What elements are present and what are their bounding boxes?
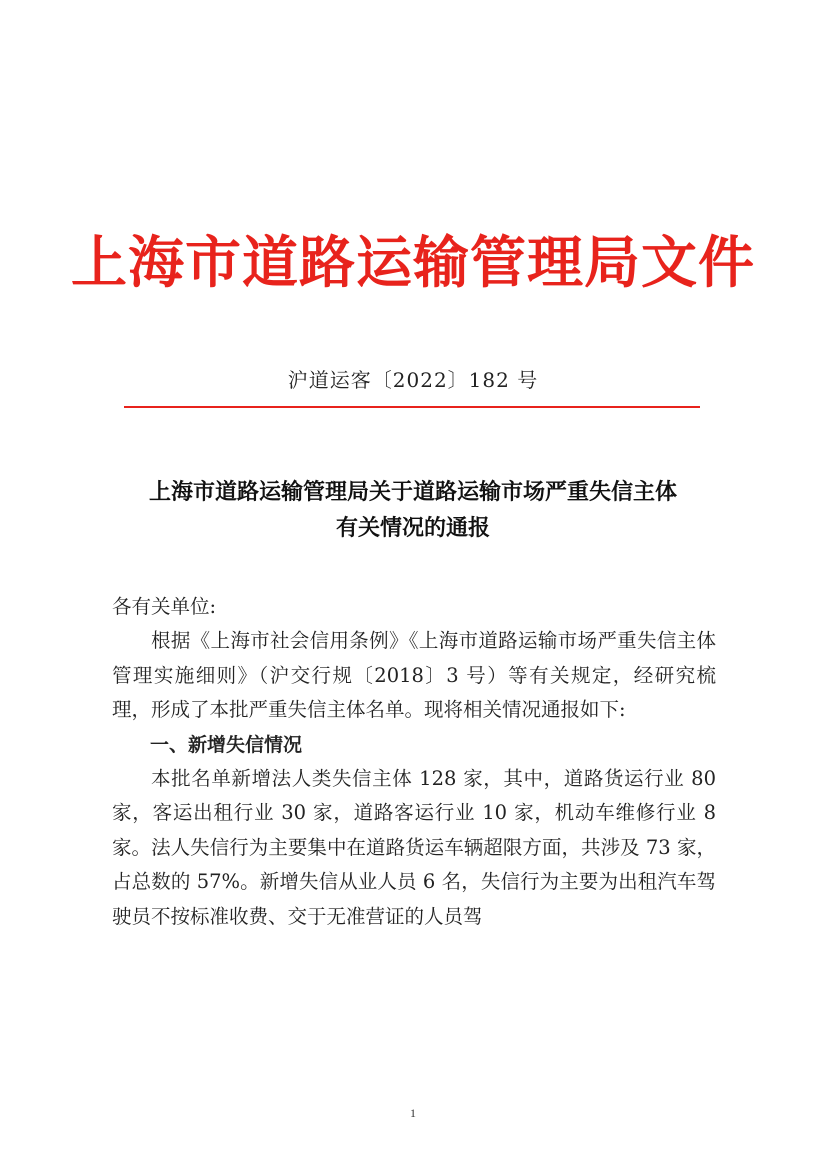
page-number: 1 [410, 1106, 416, 1120]
intro-paragraph: 根据《上海市社会信用条例》《上海市道路运输市场严重失信主体管理实施细则》（沪交行规〔2018〕3 号）等有关规定，经研究梳理，形成了本批严重失信主体名单。现将相关情况通报如下: [112, 629, 716, 722]
section-1-heading: 一、新增失信情况 [150, 733, 303, 756]
document-title-line-2: 有关情况的通报 [335, 515, 490, 541]
document-title-line-1: 上海市道路运输管理局关于道路运输市场严重失信主体 [148, 479, 677, 505]
document-body [112, 590, 716, 934]
section-1-paragraph: 本批名单新增法人类失信主体 128 家，其中，道路货运行业 80 家，客运出租行业 30 家，道路客运行业 10 家，机动车维修行业 8 家。法人失信行为主要集中在道路货运车辆超限方面，共涉及 73 家，占总数的 57%。新增失信从业人员 6 名，失信行为主要为出租汽车驾驶员不按标准收费、交于无准营证的人员驾 [112, 767, 716, 928]
salutation: 各有关单位: [112, 595, 217, 618]
document-number: 沪道运客〔2022〕182 号 [287, 368, 539, 392]
document-title [60, 474, 766, 546]
masthead-title: 上海市道路运输管理局文件 [71, 230, 755, 296]
red-divider-line [124, 406, 700, 408]
